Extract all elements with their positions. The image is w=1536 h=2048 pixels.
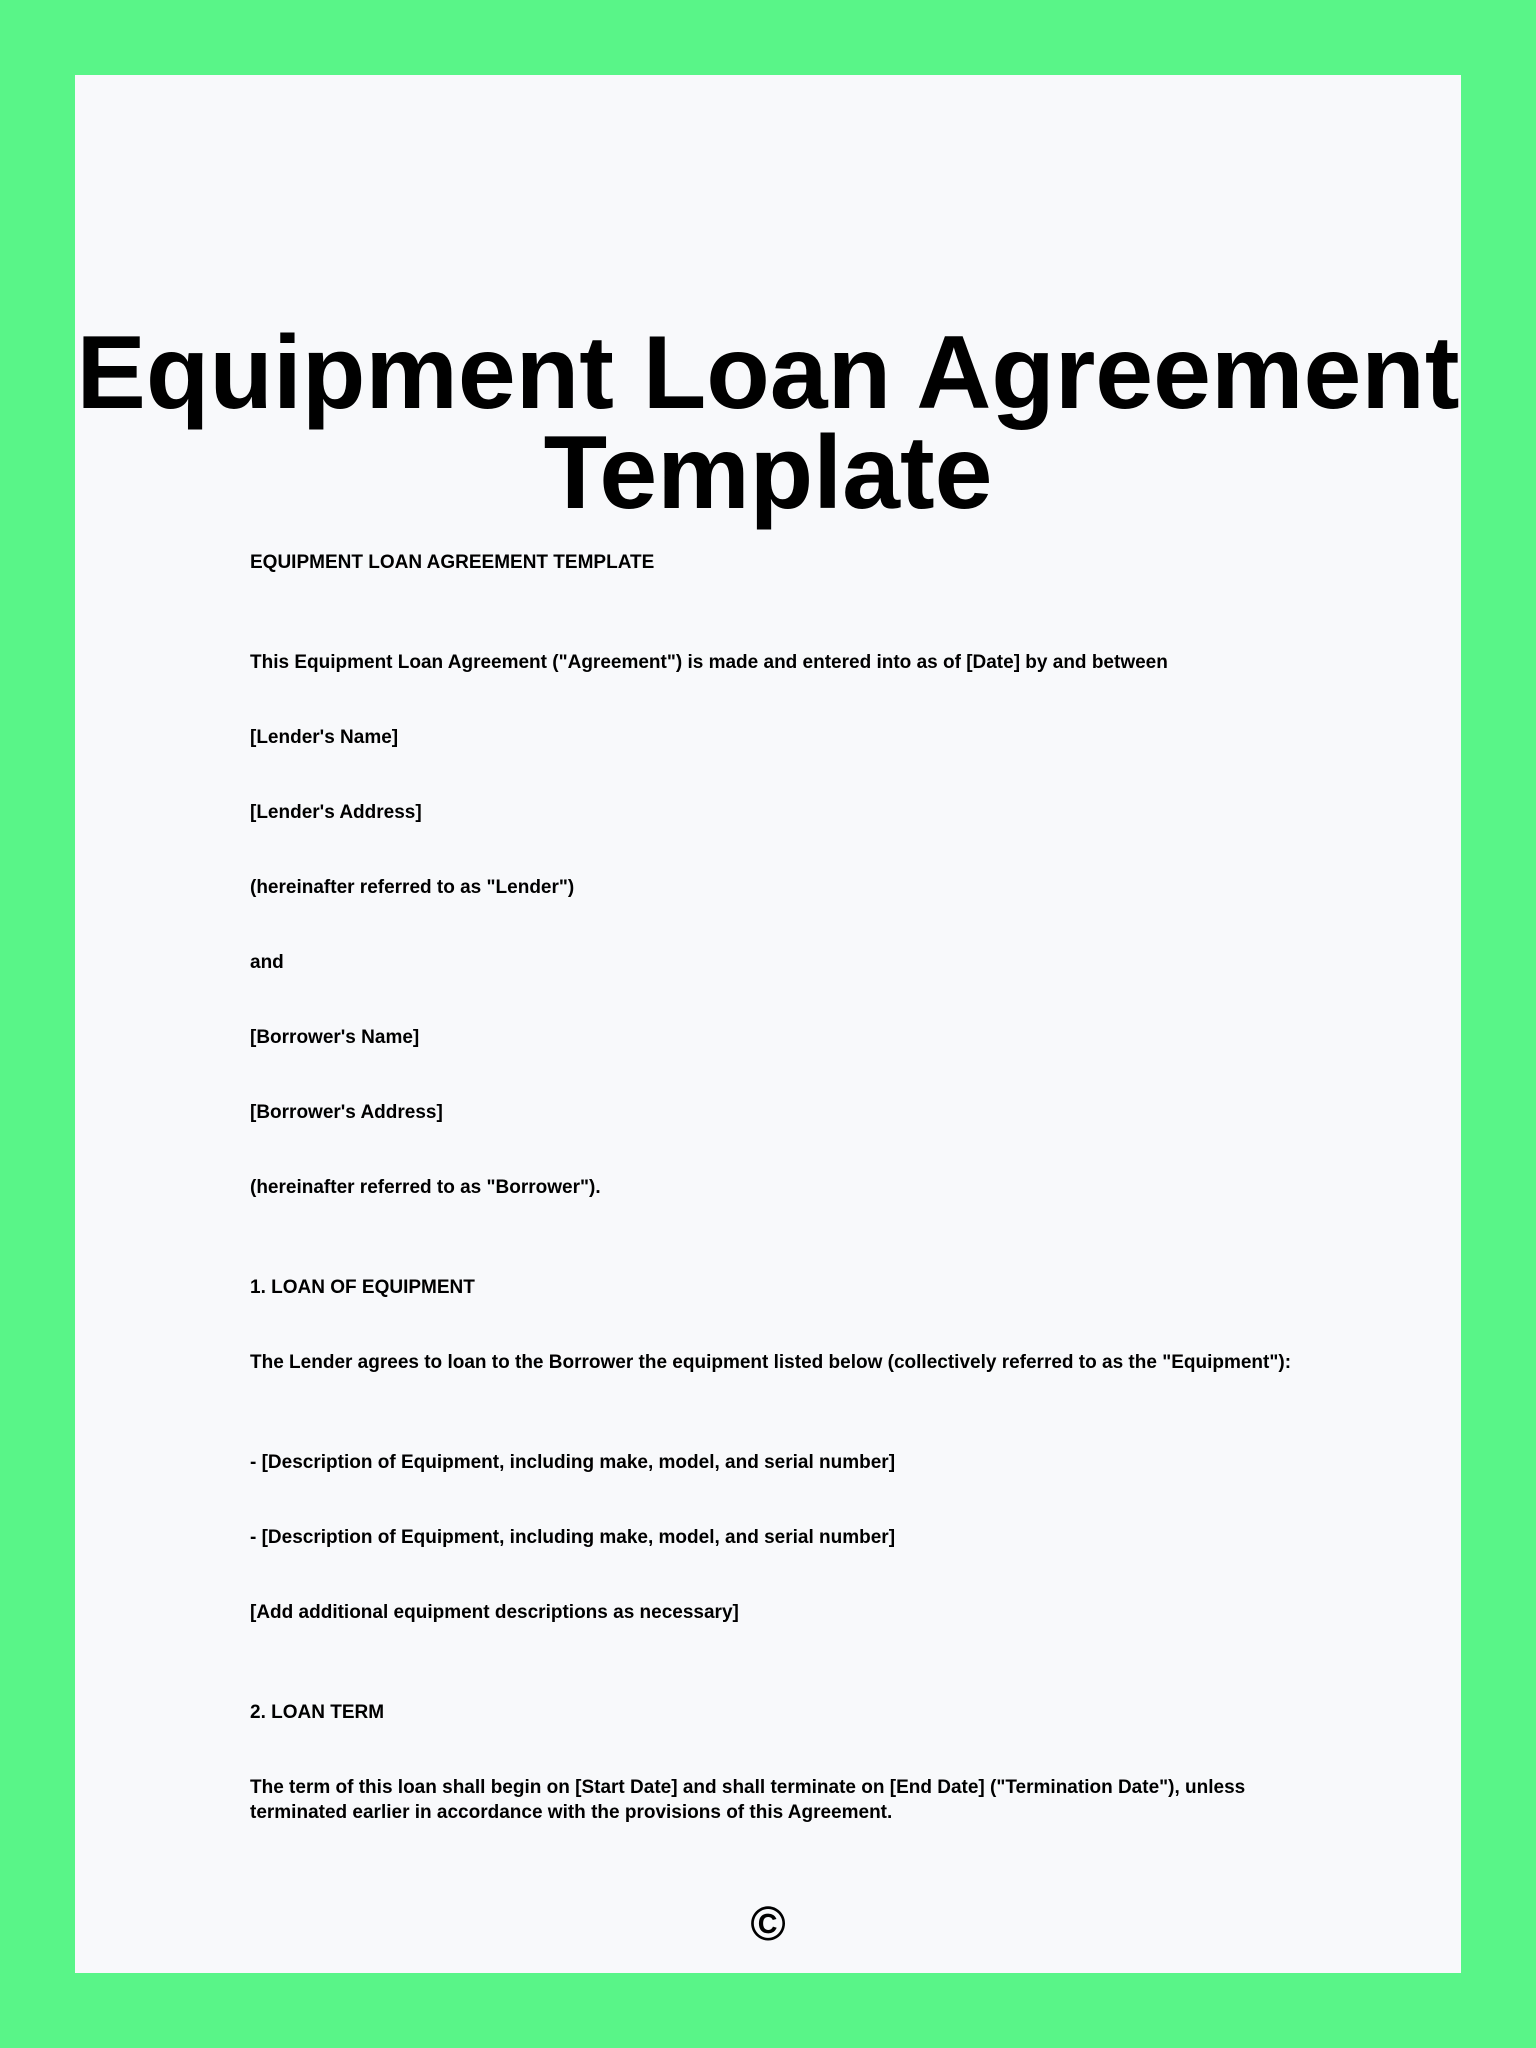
lender-reference: (hereinafter referred to as "Lender"): [250, 877, 575, 898]
lender-address-placeholder: [Lender's Address]: [250, 802, 422, 823]
document-main-title: Equipment Loan Agreement Template: [76, 315, 1460, 531]
borrower-address-placeholder: [Borrower's Address]: [250, 1102, 443, 1123]
borrower-name-placeholder: [Borrower's Name]: [250, 1027, 420, 1048]
section-2-paragraph: The term of this loan shall begin on [Start Date] and shall terminate on [End Date] ("Termination Date"), unless terminated earlier in accordance with the provisions of this Agreement.: [250, 1777, 1246, 1823]
borrower-reference: (hereinafter referred to as "Borrower").: [250, 1177, 601, 1198]
equipment-item-2: - [Description of Equipment, including make, model, and serial number]: [250, 1527, 896, 1548]
document-page: [75, 75, 1461, 1973]
equipment-additional-note: [Add additional equipment descriptions as necessary]: [250, 1602, 739, 1623]
equipment-item-1: - [Description of Equipment, including make, model, and serial number]: [250, 1452, 896, 1473]
section-1-paragraph: The Lender agrees to loan to the Borrower the equipment listed below (collectively referred to as the "Equipment"):: [250, 1352, 1292, 1373]
lender-name-placeholder: [Lender's Name]: [250, 727, 399, 748]
intro-paragraph: This Equipment Loan Agreement ("Agreement") is made and entered into as of [Date] by and between: [250, 652, 1168, 673]
section-2-heading: 2. LOAN TERM: [250, 1702, 385, 1723]
agreement-heading: EQUIPMENT LOAN AGREEMENT TEMPLATE: [250, 552, 655, 573]
copyright-symbol: ©: [750, 1898, 786, 1951]
and-text: and: [250, 952, 284, 973]
section-1-heading: 1. LOAN OF EQUIPMENT: [250, 1277, 475, 1298]
